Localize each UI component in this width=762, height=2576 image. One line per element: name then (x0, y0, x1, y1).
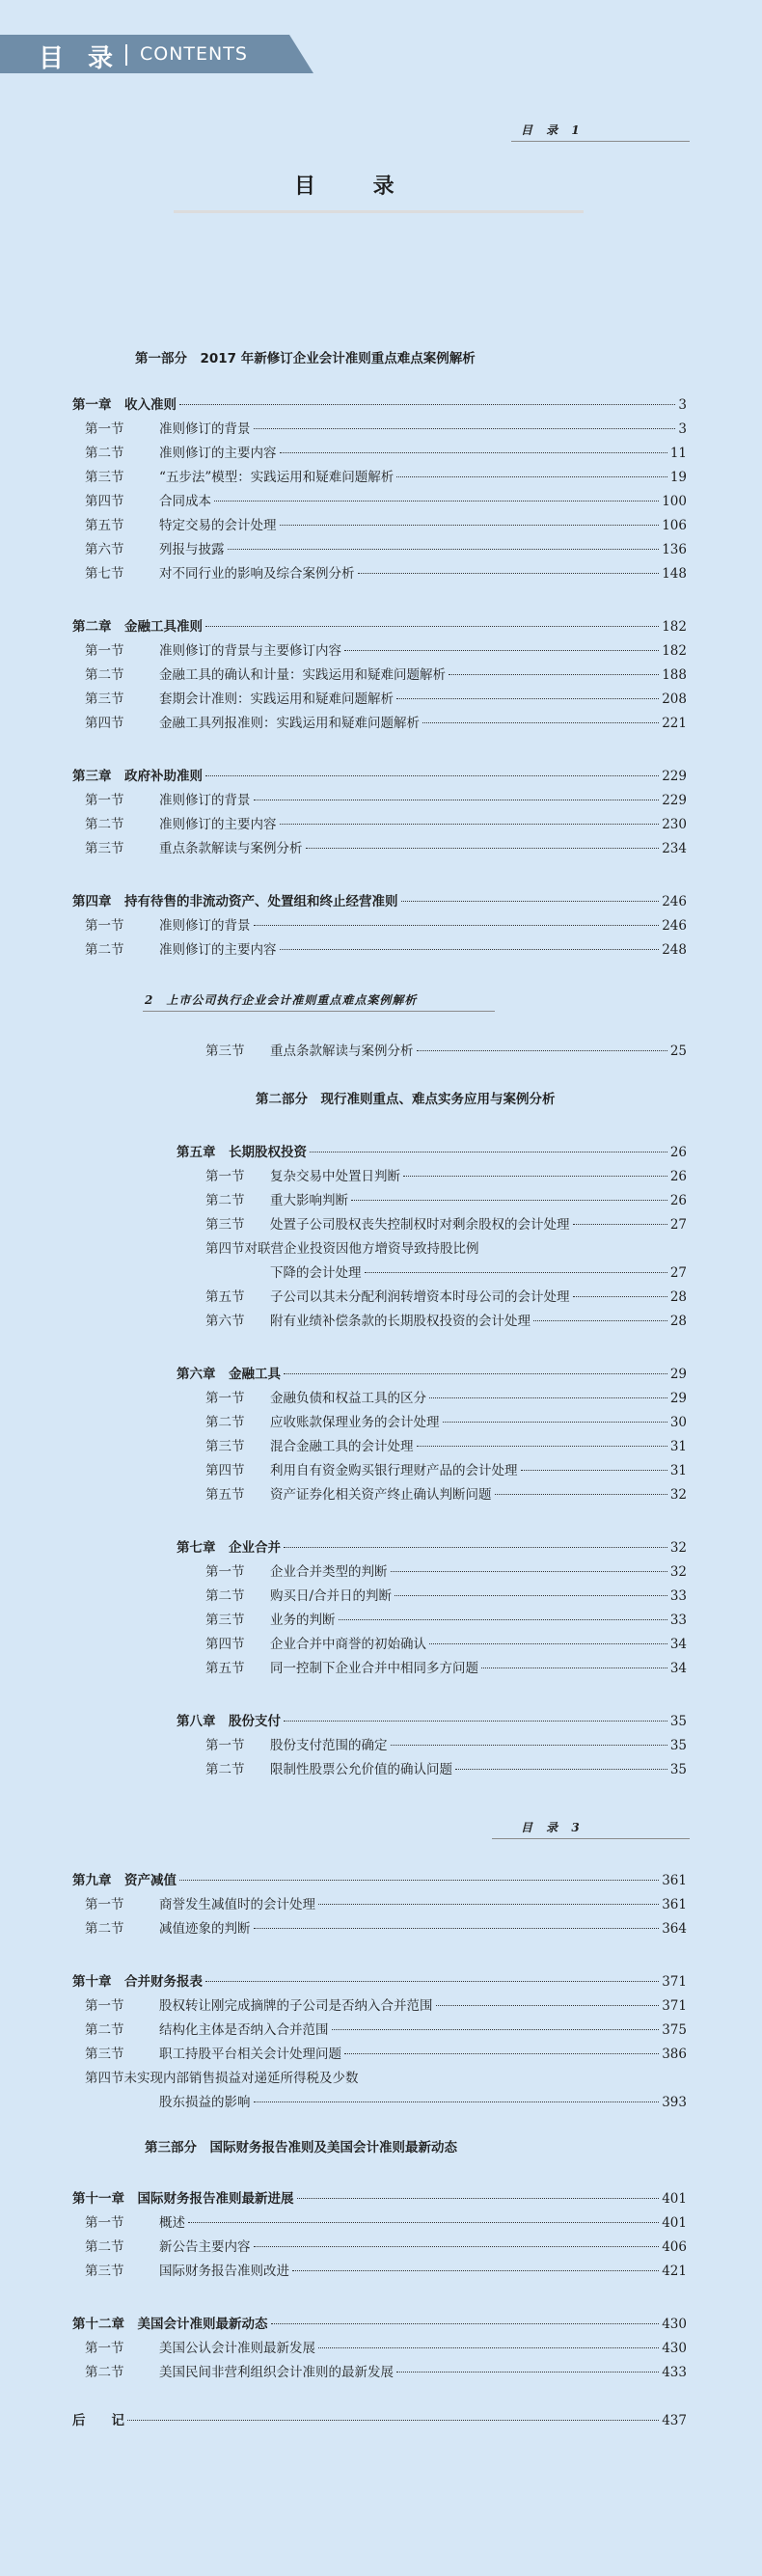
toc-section-title: 概述 (159, 2215, 185, 2231)
toc-page-number: 26 (669, 1145, 687, 1160)
toc-page-number: 401 (662, 2191, 687, 2207)
toc-section-entry (85, 516, 687, 535)
toc-section-label: 第二节 (205, 1193, 245, 1208)
toc-section-entry (205, 1461, 687, 1480)
dot-leader (396, 2372, 659, 2373)
toc-section-label: 第三节 (205, 1439, 245, 1454)
dot-leader (228, 549, 660, 550)
toc-section-entry (85, 420, 687, 439)
toc-section-label: 第一节 (85, 1897, 124, 1912)
toc-section-entry (85, 815, 687, 834)
running-head-page-3: 目 录 3 (521, 1821, 585, 1834)
toc-section-title: 商誉发生减值时的会计处理 (159, 1897, 315, 1912)
toc-section-entry (85, 665, 687, 685)
toc-section-title: 金融负债和权益工具的区分 (270, 1391, 426, 1406)
toc-section-title: 准则修订的主要内容 (159, 446, 277, 461)
toc-section-label: 第七节 (85, 566, 124, 582)
toc-section-label: 第二节 (85, 667, 124, 683)
toc-page-number: 182 (662, 643, 687, 659)
toc-section-title: 业务的判断 (270, 1613, 336, 1628)
toc-section-entry (85, 714, 687, 733)
dot-leader (533, 1320, 667, 1321)
toc-page-number: 248 (662, 942, 687, 958)
toc-section-title: 特定交易的会计处理 (159, 518, 277, 533)
toc-page-number: 361 (662, 1897, 687, 1912)
banner-english-title: CONTENTS (140, 43, 248, 65)
toc-page-number: 386 (662, 2047, 687, 2062)
toc-section-title: 利用自有资金购买银行理财产品的会计处理 (270, 1463, 518, 1478)
dot-leader (179, 1880, 659, 1881)
toc-page-number: 35 (669, 1714, 687, 1729)
toc-chapter-title: 第十一章 国际财务报告准则最新进展 (72, 2191, 294, 2207)
toc-section-title: 职工持股平台相关会计处理问题 (159, 2047, 341, 2062)
toc-section-title: 购买日/合并日的判断 (270, 1588, 393, 1604)
dot-leader (205, 1981, 659, 1982)
toc-section-entry (205, 1760, 687, 1779)
toc-section-entry (85, 690, 687, 709)
toc-page-number: 32 (669, 1487, 687, 1503)
toc-chapter-title: 第四章 持有待售的非流动资产、处置组和终止经营准则 (72, 894, 398, 909)
toc-section-title: 对不同行业的影响及综合案例分析 (159, 566, 355, 582)
dot-leader (271, 2323, 660, 2324)
toc-page-number: 229 (662, 793, 687, 808)
toc-section-label: 第三节 (85, 691, 124, 707)
dot-leader (396, 698, 659, 699)
toc-chapter-title: 第十章 合并财务报表 (72, 1974, 203, 1990)
toc-section-entry (85, 2339, 687, 2358)
toc-chapter-title: 第九章 资产减值 (72, 1873, 177, 1888)
toc-section-title: 对联营企业投资因他方增资导致持股比例 (244, 1241, 479, 1257)
dot-leader (417, 1050, 667, 1051)
toc-section-label: 第二节 (85, 2365, 124, 2380)
running-head-rule-2 (143, 1011, 495, 1012)
dot-leader (351, 1200, 667, 1201)
dot-leader (318, 1904, 659, 1905)
toc-section-title: 下降的会计处理 (270, 1265, 362, 1281)
dot-leader (254, 925, 660, 926)
toc-section-title: 股份支付范围的确定 (270, 1738, 388, 1753)
toc-section-label: 第六节 (205, 1314, 245, 1329)
toc-page-number: 230 (662, 817, 687, 832)
toc-section-label: 第三节 (205, 1217, 245, 1233)
toc-section-title: 新公告主要内容 (159, 2239, 251, 2255)
toc-page-number: 32 (669, 1540, 687, 1556)
toc-chapter-entry (72, 2411, 687, 2430)
toc-section-entry (205, 1288, 687, 1307)
toc-page-number: 371 (662, 1998, 687, 2014)
toc-page-number: 27 (669, 1265, 687, 1281)
toc-chapter-entry (177, 1365, 687, 1384)
toc-page-number: 421 (662, 2264, 687, 2279)
dot-leader (449, 674, 659, 675)
toc-section-entry (205, 1239, 479, 1259)
toc-page-number: 393 (662, 2095, 687, 2110)
dot-leader (127, 2420, 659, 2421)
toc-chapter-entry (72, 892, 687, 911)
toc-section-label: 第二节 (85, 446, 124, 461)
dot-leader (391, 1571, 667, 1572)
running-head-rule-3 (492, 1838, 690, 1839)
toc-section-title: 限制性股票公允价值的确认问题 (270, 1762, 452, 1777)
toc-section-title: 结构化主体是否纳入合并范围 (159, 2022, 329, 2038)
toc-section-entry (85, 791, 687, 810)
dot-leader (214, 501, 659, 502)
toc-section-label: 第一节 (85, 643, 124, 659)
toc-page-number: 430 (662, 2317, 687, 2332)
toc-page-number: 25 (669, 1044, 687, 1059)
toc-page-number: 3 (678, 421, 687, 437)
part-three-title: 第三部分 国际财务报告准则及美国会计准则最新动态 (145, 2140, 457, 2156)
dot-leader (443, 1422, 667, 1423)
toc-page-number: 375 (662, 2022, 687, 2038)
toc-section-title: 附有业绩补偿条款的长期股权投资的会计处理 (270, 1314, 531, 1329)
toc-chapter-title: 第二章 金融工具准则 (72, 619, 203, 635)
toc-section-entry (205, 1191, 687, 1210)
toc-section-title: 应收账款保理业务的会计处理 (270, 1415, 440, 1430)
toc-section-entry (85, 444, 687, 463)
toc-section-entry (85, 1895, 687, 1914)
toc-page-number: 106 (662, 518, 687, 533)
dot-leader (573, 1224, 667, 1225)
toc-section-title: 资产证券化相关资产终止确认判断问题 (270, 1487, 492, 1503)
toc-section-label: 第四节 (85, 2071, 124, 2086)
dot-leader (521, 1470, 667, 1471)
toc-section-title: 企业合并中商誉的初始确认 (270, 1637, 426, 1652)
toc-page-number: 34 (669, 1637, 687, 1652)
toc-section-title: 金融工具列报准则：实践运用和疑难问题解析 (159, 716, 420, 731)
toc-section-label: 第二节 (85, 2022, 124, 2038)
toc-section-label: 第五节 (205, 1661, 245, 1676)
toc-section-label: 第一节 (85, 793, 124, 808)
running-head-page-1: 目 录 1 (521, 123, 585, 137)
toc-chapter-title: 第三章 政府补助准则 (72, 769, 203, 784)
toc-section-label: 第三节 (205, 1044, 245, 1059)
toc-chapter-entry (72, 2189, 687, 2209)
toc-section-label: 第四节 (205, 1241, 245, 1257)
toc-page-number: 229 (662, 769, 687, 784)
toc-page-number: 3 (678, 397, 687, 413)
toc-section-entry (85, 2363, 687, 2382)
toc-page-number: 33 (669, 1588, 687, 1604)
toc-chapter-entry (72, 1871, 687, 1890)
dot-leader (205, 626, 659, 627)
dot-leader (391, 1745, 667, 1746)
toc-section-label: 第一节 (205, 1169, 245, 1184)
toc-section-title: 减值迹象的判断 (159, 1921, 251, 1937)
toc-page-number: 188 (662, 667, 687, 683)
toc-chapter-entry (72, 2315, 687, 2334)
toc-section-entry (205, 1167, 687, 1186)
toc-page-number: 26 (669, 1193, 687, 1208)
toc-page-number: 27 (669, 1217, 687, 1233)
toc-chapter-entry (177, 1538, 687, 1558)
toc-section-label: 第三节 (85, 470, 124, 485)
dot-leader (417, 1446, 667, 1447)
toc-page-number: 182 (662, 619, 687, 635)
toc-section-title: 准则修订的背景 (159, 793, 251, 808)
toc-section-entry (270, 1263, 687, 1283)
toc-section-label: 第四节 (85, 716, 124, 731)
dot-leader (280, 452, 667, 453)
toc-page-number: 364 (662, 1921, 687, 1937)
toc-section-label: 第五节 (205, 1289, 245, 1305)
toc-section-title: 套期会计准则：实践运用和疑难问题解析 (159, 691, 394, 707)
dot-leader (284, 1373, 667, 1374)
toc-section-title: 美国公认会计准则最新发展 (159, 2341, 315, 2356)
toc-page-number: 33 (669, 1613, 687, 1628)
toc-section-entry (205, 1413, 687, 1432)
banner-divider (125, 44, 127, 66)
dot-leader (205, 775, 659, 776)
toc-page-number: 221 (662, 716, 687, 731)
toc-section-label: 第三节 (205, 1613, 245, 1628)
toc-section-entry (85, 468, 687, 487)
toc-section-entry (85, 1996, 687, 2016)
dot-leader (429, 1397, 667, 1398)
toc-page-number: 433 (662, 2365, 687, 2380)
toc-section-label: 第二节 (85, 942, 124, 958)
toc-chapter-entry (72, 617, 687, 637)
toc-page-number: 148 (662, 566, 687, 582)
toc-section-entry (205, 1312, 687, 1331)
toc-section-title: 复杂交易中处置日判断 (270, 1169, 400, 1184)
dot-leader (358, 573, 660, 574)
toc-section-entry (205, 1635, 687, 1654)
dot-leader (188, 2222, 659, 2223)
toc-section-title: 重点条款解读与案例分析 (270, 1044, 414, 1059)
toc-chapter-entry (72, 1972, 687, 1992)
toc-chapter-title: 第七章 企业合并 (177, 1540, 281, 1556)
toc-section-title: 股权转让刚完成摘牌的子公司是否纳入合并范围 (159, 1998, 433, 2014)
toc-section-entry (205, 1611, 687, 1630)
toc-page-number: 401 (662, 2215, 687, 2231)
toc-section-label: 第一节 (85, 1998, 124, 2014)
dot-leader (280, 824, 660, 825)
toc-chapter-title: 第五章 长期股权投资 (177, 1145, 307, 1160)
toc-page-number: 11 (669, 446, 687, 461)
toc-section-label: 第六节 (85, 542, 124, 557)
toc-section-entry (85, 2237, 687, 2257)
toc-section-label: 第三节 (85, 2047, 124, 2062)
toc-section-title: 股东损益的影响 (159, 2095, 251, 2110)
toc-section-title: 准则修订的主要内容 (159, 817, 277, 832)
toc-section-label: 第一节 (85, 2215, 124, 2231)
toc-section-label: 第五节 (205, 1487, 245, 1503)
page-title: 目 录 (294, 174, 420, 199)
toc-section-title: 重大影响判断 (270, 1193, 348, 1208)
dot-leader (573, 1296, 667, 1297)
toc-page-number: 246 (662, 918, 687, 934)
banner-chinese-title: 目 录 (39, 44, 122, 73)
toc-page-number: 437 (662, 2413, 687, 2428)
toc-page-number: 26 (669, 1169, 687, 1184)
dot-leader (254, 428, 676, 429)
toc-chapter-title: 第六章 金融工具 (177, 1367, 281, 1382)
title-underline (174, 210, 584, 213)
toc-section-label: 第三节 (85, 841, 124, 856)
toc-section-title: 混合金融工具的会计处理 (270, 1439, 414, 1454)
toc-section-entry (205, 1485, 687, 1505)
toc-section-label: 第五节 (85, 518, 124, 533)
dot-leader (284, 1547, 667, 1548)
dot-leader (179, 404, 675, 405)
toc-chapter-entry (72, 767, 687, 786)
toc-section-title: 合同成本 (159, 494, 211, 509)
toc-page-number: 32 (669, 1564, 687, 1580)
running-head-page-2: 2 上市公司执行企业会计准则重点难点案例解析 (145, 993, 418, 1007)
toc-section-label: 第一节 (205, 1391, 245, 1406)
dot-leader (280, 949, 660, 950)
dot-leader (306, 848, 660, 849)
toc-section-label: 第二节 (205, 1415, 245, 1430)
toc-section-title: 企业合并类型的判断 (270, 1564, 388, 1580)
dot-leader (318, 2347, 659, 2348)
toc-chapter-title: 第八章 股份支付 (177, 1714, 281, 1729)
toc-section-title: 未实现内部销售损益对递延所得税及少数 (123, 2071, 359, 2086)
dot-leader (495, 1494, 667, 1495)
toc-section-title: 处置子公司股权丧失控制权时对剩余股权的会计处理 (270, 1217, 570, 1233)
toc-section-title: “五步法”模型：实践运用和疑难问题解析 (159, 470, 395, 485)
toc-section-title: 国际财务报告准则改进 (159, 2264, 289, 2279)
toc-page-number: 371 (662, 1974, 687, 1990)
dot-leader (436, 2005, 660, 2006)
toc-section-title: 准则修订的主要内容 (159, 942, 277, 958)
toc-section-entry (85, 540, 687, 559)
toc-page-number: 35 (669, 1762, 687, 1777)
dot-leader (344, 650, 659, 651)
toc-section-entry (85, 1919, 687, 1939)
toc-chapter-title: 第一章 收入准则 (72, 397, 177, 413)
toc-chapter-entry (177, 1712, 687, 1731)
dot-leader (395, 1595, 667, 1596)
dot-leader (254, 2101, 660, 2102)
toc-page-number: 35 (669, 1738, 687, 1753)
toc-section-entry (85, 641, 687, 661)
toc-page-number: 28 (669, 1289, 687, 1305)
toc-section-entry (85, 839, 687, 858)
toc-page-number: 19 (669, 470, 687, 485)
toc-section-label: 第二节 (205, 1762, 245, 1777)
toc-page-number: 29 (669, 1367, 687, 1382)
dot-leader (403, 1176, 667, 1177)
toc-section-label: 第二节 (205, 1588, 245, 1604)
toc-section-title: 子公司以其未分配利润转增资本时母公司的会计处理 (270, 1289, 570, 1305)
dot-leader (297, 2198, 660, 2199)
toc-page-number: 29 (669, 1391, 687, 1406)
toc-section-title: 金融工具的确认和计量：实践运用和疑难问题解析 (159, 667, 446, 683)
toc-section-entry (205, 1215, 687, 1234)
dot-leader (396, 476, 667, 477)
toc-page-number: 30 (669, 1415, 687, 1430)
dot-leader (280, 525, 660, 526)
toc-page-number: 100 (662, 494, 687, 509)
toc-section-label: 第四节 (205, 1463, 245, 1478)
toc-section-title: 准则修订的背景 (159, 918, 251, 934)
toc-page-number: 31 (669, 1439, 687, 1454)
dot-leader (401, 901, 660, 902)
toc-section-title: 准则修订的背景 (159, 421, 251, 437)
toc-section-title: 列报与披露 (159, 542, 225, 557)
dot-leader (429, 1643, 667, 1644)
dot-leader (344, 2053, 659, 2054)
toc-section-entry (159, 2093, 687, 2112)
dot-leader (422, 722, 659, 723)
toc-chapter-entry (177, 1143, 687, 1162)
dot-leader (455, 1769, 667, 1770)
toc-section-label: 第一节 (85, 2341, 124, 2356)
toc-section-label: 第三节 (85, 2264, 124, 2279)
dot-leader (365, 1272, 667, 1273)
toc-section-entry (85, 492, 687, 511)
toc-section-label: 第一节 (85, 421, 124, 437)
toc-page-number: 34 (669, 1661, 687, 1676)
dot-leader (284, 1721, 667, 1722)
toc-section-entry (205, 1562, 687, 1582)
dot-leader (339, 1619, 667, 1620)
toc-section-entry (205, 1437, 687, 1456)
toc-page-number: 208 (662, 691, 687, 707)
toc-section-entry (85, 2069, 359, 2088)
toc-section-entry (205, 1736, 687, 1755)
part-two-title: 第二部分 现行准则重点、难点实务应用与案例分析 (256, 1092, 556, 1107)
toc-page-number: 31 (669, 1463, 687, 1478)
dot-leader (254, 2246, 660, 2247)
toc-section-label: 第一节 (205, 1738, 245, 1753)
toc-page-number: 406 (662, 2239, 687, 2255)
toc-page-number: 361 (662, 1873, 687, 1888)
toc-chapter-title: 第十二章 美国会计准则最新动态 (72, 2317, 268, 2332)
toc-page-number: 28 (669, 1314, 687, 1329)
toc-section-label: 第一节 (85, 918, 124, 934)
toc-section-entry (85, 2262, 687, 2281)
toc-section-label: 第二节 (85, 2239, 124, 2255)
dot-leader (332, 2029, 660, 2030)
toc-section-entry (85, 940, 687, 960)
toc-chapter-entry (72, 395, 687, 415)
toc-page-number: 246 (662, 894, 687, 909)
toc-section-entry (85, 916, 687, 935)
part-one-title: 第一部分 2017 年新修订企业会计准则重点难点案例解析 (135, 351, 476, 366)
dot-leader (254, 1928, 660, 1929)
toc-section-entry (205, 1659, 687, 1678)
toc-section-entry (205, 1389, 687, 1408)
toc-section-title: 重点条款解读与案例分析 (159, 841, 303, 856)
toc-chapter-title: 后 记 (72, 2413, 124, 2428)
toc-section-label: 第二节 (85, 817, 124, 832)
toc-section-entry (205, 1042, 687, 1061)
toc-section-title: 美国民间非营利组织会计准则的最新发展 (159, 2365, 394, 2380)
toc-page-number: 430 (662, 2341, 687, 2356)
toc-section-entry (85, 564, 687, 583)
toc-section-label: 第四节 (205, 1637, 245, 1652)
toc-section-entry (85, 2020, 687, 2040)
toc-section-label: 第一节 (205, 1564, 245, 1580)
toc-section-entry (205, 1586, 687, 1606)
toc-section-title: 同一控制下企业合并中相同多方问题 (270, 1661, 478, 1676)
toc-section-entry (85, 2045, 687, 2064)
dot-leader (292, 2270, 659, 2271)
toc-section-label: 第二节 (85, 1921, 124, 1937)
toc-page-number: 136 (662, 542, 687, 557)
toc-page-number: 234 (662, 841, 687, 856)
toc-section-label: 第四节 (85, 494, 124, 509)
toc-section-entry (85, 2213, 687, 2233)
toc-section-title: 准则修订的背景与主要修订内容 (159, 643, 341, 659)
running-head-rule (511, 141, 690, 142)
